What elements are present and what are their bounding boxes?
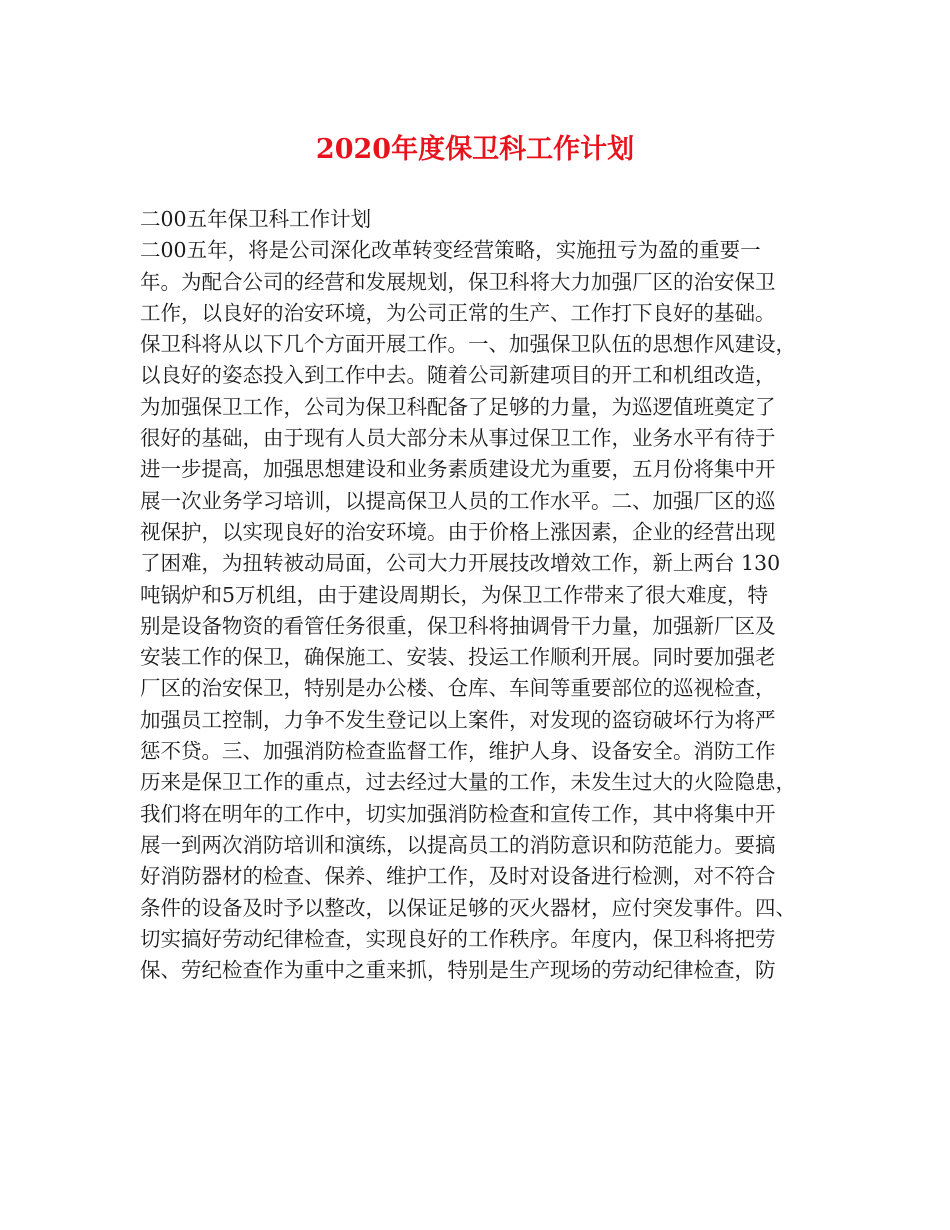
text-line: 工作，以良好的治安环境，为公司正常的生产、工作打下良好的基础。	[140, 300, 776, 325]
text-line: 展一到两次消防培训和演练，以提高员工的消防意识和防范能力。要搞	[140, 832, 776, 857]
text-line: 惩不贷。三、加强消防检查监督工作，维护人身、设备安全。消防工作	[140, 739, 776, 764]
text-line: 进一步提高，加强思想建设和业务素质建设尤为重要，五月份将集中开	[140, 457, 776, 482]
text-line: 以良好的姿态投入到工作中去。随着公司新建项目的开工和机组改造，	[140, 363, 776, 388]
text-line: 展一次业务学习培训，以提高保卫人员的工作水平。二、加强厂区的巡	[140, 488, 776, 513]
text-line: 为加强保卫工作，公司为保卫科配备了足够的力量，为巡逻值班奠定了	[140, 394, 776, 419]
text-line: 很好的基础，由于现有人员大部分未从事过保卫工作，业务水平有待于	[140, 426, 776, 451]
text-line: 吨锅炉和5万机组，由于建设周期长，为保卫工作带来了很大难度，特	[140, 582, 769, 607]
text-line: 历来是保卫工作的重点，过去经过大量的工作，未发生过大的火险隐患，	[140, 770, 796, 795]
text-line: 了困难，为扭转被动局面，公司大力开展技改增效工作，新上两台 130	[140, 551, 781, 576]
text-line: 好消防器材的检查、保养、维护工作，及时对设备进行检测，对不符合	[140, 864, 776, 889]
text-line: 我们将在明年的工作中，切实加强消防检查和宣传工作，其中将集中开	[140, 801, 776, 826]
text-line: 别是设备物资的看管任务很重，保卫科将抽调骨干力量，加强新厂区及	[140, 613, 776, 638]
text-line: 二00五年保卫科工作计划	[140, 207, 372, 231]
text-line: 切实搞好劳动纪律检查，实现良好的工作秩序。年度内，保卫科将把劳	[140, 926, 776, 951]
text-line: 保卫科将从以下几个方面开展工作。一、加强保卫队伍的思想作风建设，	[140, 332, 796, 357]
document-body	[140, 204, 830, 986]
text-line: 条件的设备及时予以整改，以保证足够的灭火器材，应付突发事件。四、	[140, 895, 796, 920]
text-line: 二00五年，将是公司深化改革转变经营策略，实施扭亏为盈的重要一	[140, 238, 761, 263]
text-line: 年。为配合公司的经营和发展规划，保卫科将大力加强厂区的治安保卫	[140, 269, 776, 294]
text-line: 厂区的治安保卫，特别是办公楼、仓库、车间等重要部位的巡视检查，	[140, 676, 776, 701]
text-line: 视保护，以实现良好的治安环境。由于价格上涨因素，企业的经营出现	[140, 519, 776, 544]
text-line: 保、劳纪检查作为重中之重来抓，特别是生产现场的劳动纪律检查，防	[140, 958, 776, 983]
text-line: 加强员工控制，力争不发生登记以上案件，对发现的盗窃破坏行为将严	[140, 707, 776, 732]
text-line: 安装工作的保卫，确保施工、安装、投运工作顺利开展。同时要加强老	[140, 645, 776, 670]
document-title: 2020年度保卫科工作计划	[315, 134, 635, 165]
